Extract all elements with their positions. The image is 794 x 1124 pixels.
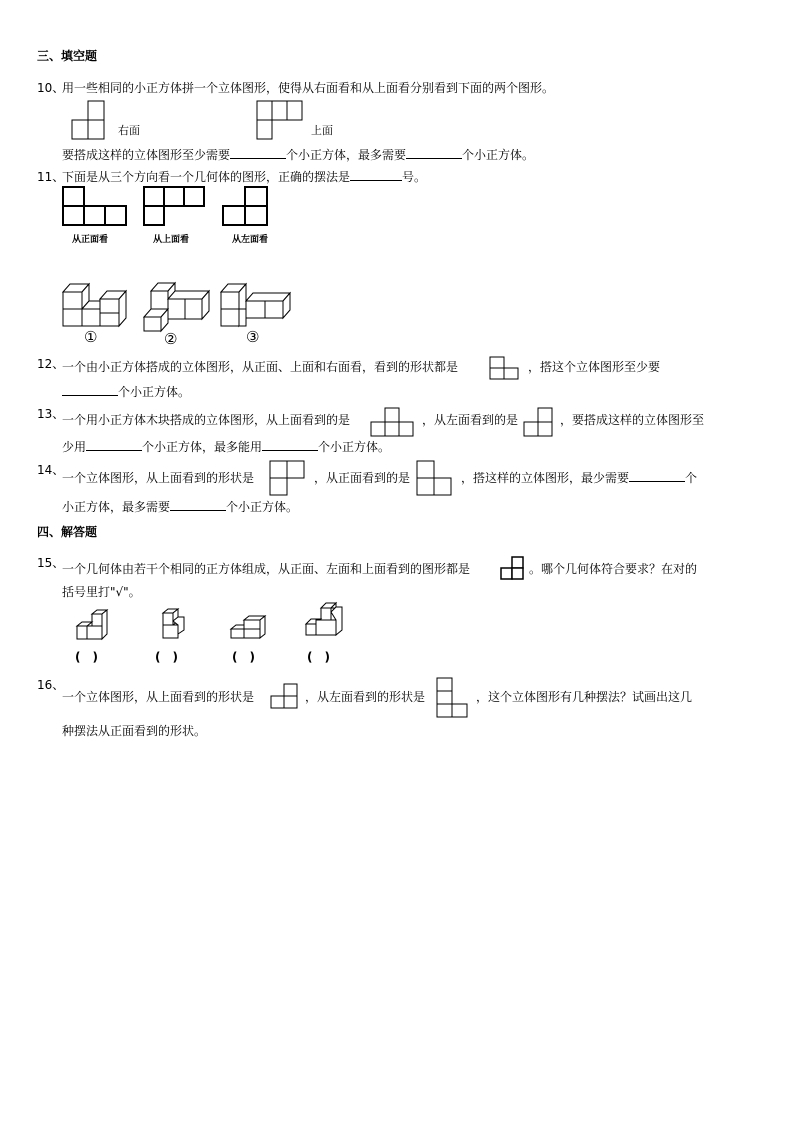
- q15-text-c: 括号里打"√"。: [62, 585, 141, 599]
- q10-blank-min[interactable]: [230, 147, 286, 159]
- q15-answer-slot-1[interactable]: ( ): [75, 650, 98, 664]
- q13-text-b: ，从左面看到的是: [422, 413, 519, 427]
- q11-option2-label: ②: [164, 330, 178, 348]
- section-heading-solve: 四、解答题: [37, 525, 98, 539]
- q10-blank-max[interactable]: [406, 147, 462, 159]
- q14-blank-max[interactable]: [170, 499, 226, 511]
- q13-text-a: 一个用小正方体木块搭成的立体图形，从上面看到的是: [62, 413, 351, 427]
- q11-option2-figure: [143, 281, 213, 331]
- q16-top-view-figure: [270, 683, 298, 709]
- q15-option2-figure: [160, 608, 188, 642]
- q13-top-view-figure: [370, 407, 414, 437]
- q16-number: 16、: [37, 678, 65, 692]
- q15-option3-figure: [230, 614, 270, 642]
- section-heading-fill-blank: 三、填空题: [37, 49, 98, 63]
- q15-view-figure: [500, 556, 524, 580]
- q12-text-b: ，搭这个立体图形至少要: [528, 360, 661, 374]
- q16-left-view-figure: [436, 677, 468, 719]
- q10-right-label: 右面: [118, 124, 140, 137]
- q15-answer-slot-2[interactable]: ( ): [155, 650, 178, 664]
- q10-right-view-figure: [72, 100, 108, 140]
- q15-number: 15、: [37, 556, 65, 570]
- q11-option3-figure: [220, 283, 292, 329]
- q15-option4-figure: [305, 602, 345, 638]
- q13-line2: 少用 个小正方体，最多能用 个小正方体。: [62, 440, 391, 454]
- q14-number: 14、: [37, 463, 65, 477]
- q10-top-view-figure: [256, 100, 306, 140]
- q11-blank[interactable]: [350, 169, 402, 181]
- q13-blank-min[interactable]: [86, 439, 142, 451]
- q11-number: 11、: [37, 170, 65, 184]
- q11-top-view-figure: [143, 186, 205, 228]
- q14-line2: 小正方体，最多需要 个小正方体。: [62, 500, 299, 514]
- q13-text-c: ，要搭成这样的立体图形至: [560, 413, 705, 427]
- q11-caption-top: 从上面看: [153, 235, 190, 245]
- q14-text-b: ，从正面看到的是: [314, 471, 411, 485]
- q14-blank-min[interactable]: [629, 470, 685, 482]
- q10-number: 10、: [37, 81, 65, 95]
- q12-view-figure: [489, 356, 519, 380]
- q12-text-a: 一个由小正方体搭成的立体图形，从正面、上面和右面看，看到的形状都是: [62, 360, 459, 374]
- q15-option1-figure: [76, 609, 110, 643]
- q16-text-d: 种摆法从正面看到的形状。: [62, 724, 207, 738]
- q16-text-c: ，这个立体图形有几种摆法？试画出这几: [476, 690, 693, 704]
- q13-left-view-figure: [523, 407, 553, 437]
- q11-option1-figure: [62, 283, 132, 329]
- q10-text: 用一些相同的小正方体拼一个立体图形，使得从右面看和从上面看分别看到下面的两个图形。: [62, 81, 555, 95]
- q14-line1-end: ，搭这样的立体图形，最少需要 个: [461, 471, 698, 485]
- q11-caption-front: 从正面看: [72, 235, 109, 245]
- q15-answer-slot-4[interactable]: ( ): [307, 650, 330, 664]
- q16-text-b: ，从左面看到的形状是: [305, 690, 426, 704]
- q12-number: 12、: [37, 357, 65, 371]
- q11-text: 下面是从三个方向看一个几何体的图形，正确的摆法是 号。: [62, 170, 427, 184]
- q10-top-label: 上面: [311, 124, 333, 137]
- q10-line2: 要搭成这样的立体图形至少需要 个小正方体，最多需要 个小正方体。: [62, 148, 535, 162]
- q16-text-a: 一个立体图形，从上面看到的形状是: [62, 690, 255, 704]
- q14-front-view-figure: [416, 460, 453, 496]
- q11-left-view-figure: [222, 186, 268, 228]
- q11-caption-left: 从左面看: [232, 235, 269, 245]
- q13-number: 13、: [37, 407, 65, 421]
- q14-top-view-figure: [269, 460, 305, 496]
- q14-text-a: 一个立体图形，从上面看到的形状是: [62, 471, 255, 485]
- q13-blank-max[interactable]: [262, 439, 318, 451]
- q12-line2: 个小正方体。: [62, 384, 190, 400]
- q11-option3-label: ③: [246, 328, 260, 346]
- q11-front-view-figure: [62, 186, 128, 228]
- q12-blank[interactable]: [62, 384, 118, 396]
- q11-option1-label: ①: [84, 328, 98, 346]
- q15-text-b: 。哪个几何体符合要求？在对的: [529, 562, 698, 576]
- q15-answer-slot-3[interactable]: ( ): [232, 650, 255, 664]
- q15-text-a: 一个几何体由若干个相同的正方体组成，从正面、左面和上面看到的图形都是: [62, 562, 471, 576]
